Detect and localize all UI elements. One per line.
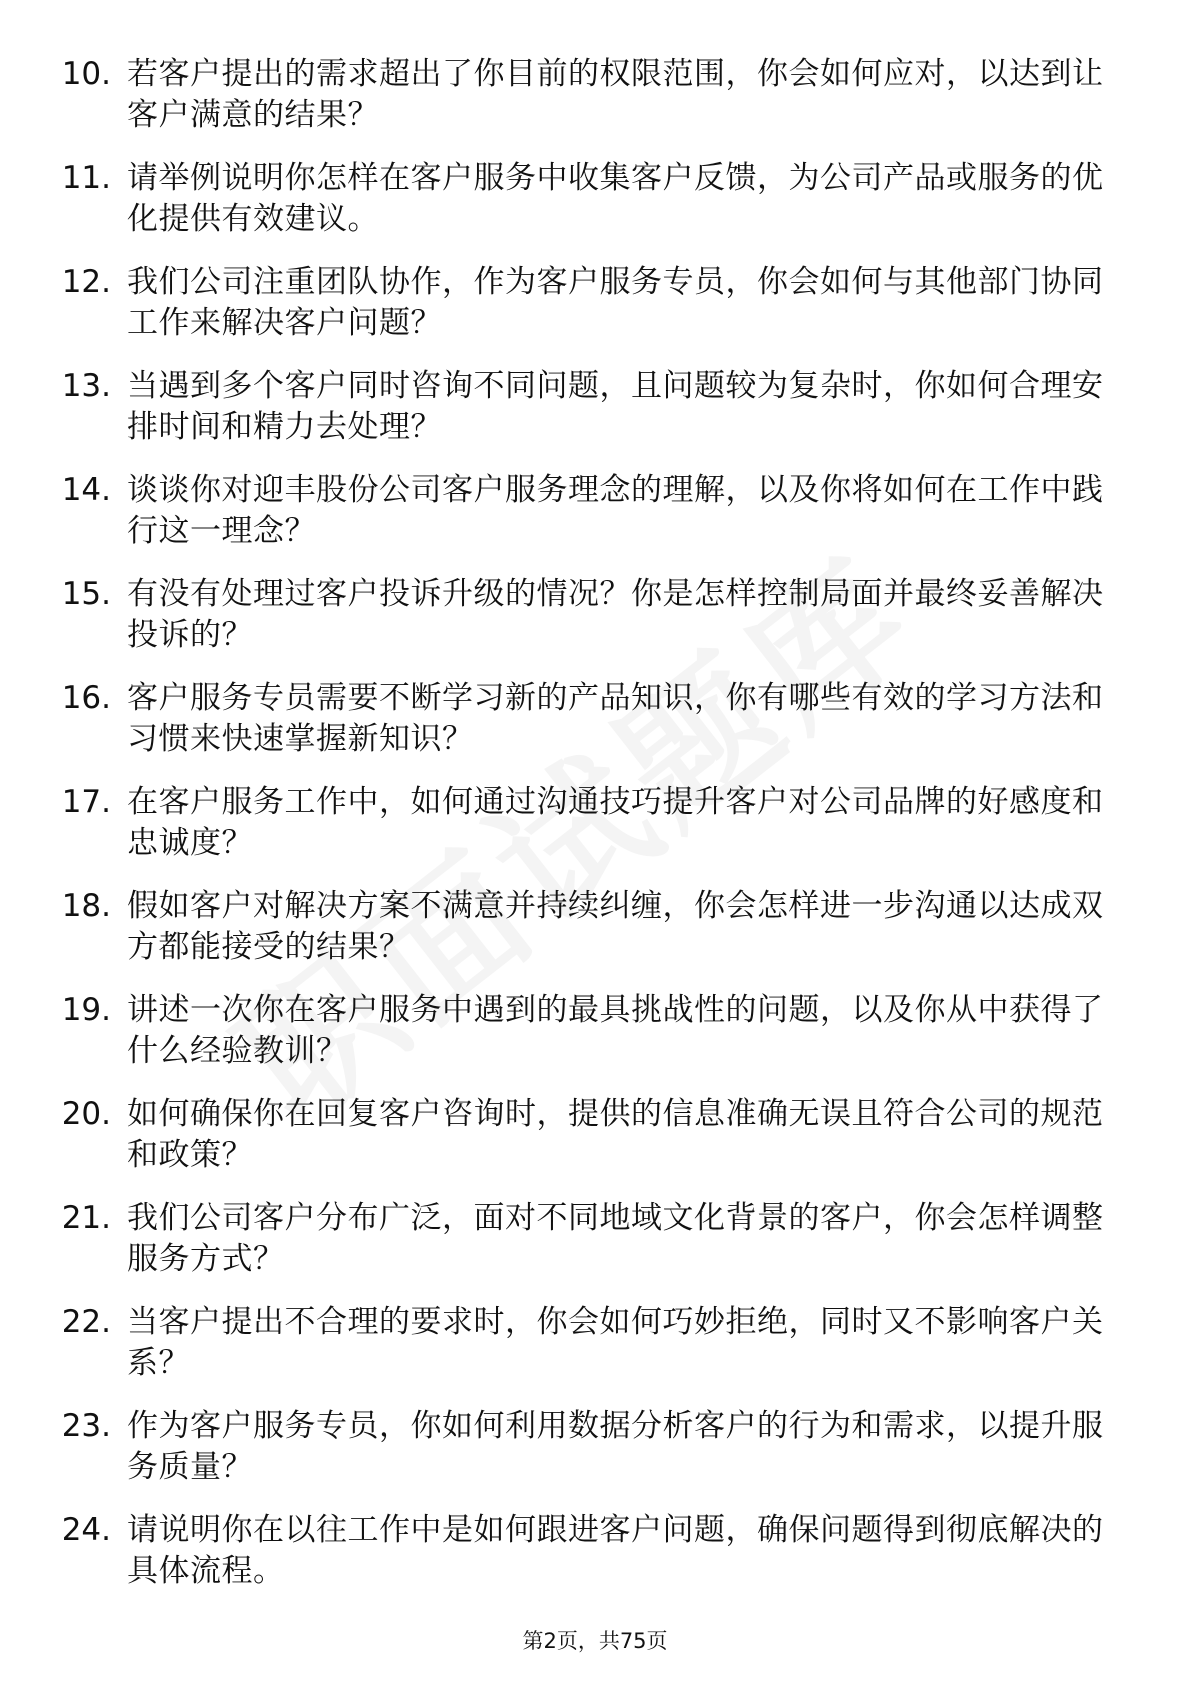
question-number: 16. — [61, 680, 111, 716]
question-item-10 — [55, 54, 1105, 158]
question-text: 当客户提出不合理的要求时，你会如何巧妙拒绝，同时又不影响客户关系？ — [127, 1304, 1104, 1381]
question-text: 在客户服务工作中，如何通过沟通技巧提升客户对公司品牌的好感度和忠诚度？ — [127, 784, 1104, 861]
question-text: 谈谈你对迎丰股份公司客户服务理念的理解，以及你将如何在工作中践行这一理念？ — [127, 472, 1104, 549]
question-item-23 — [55, 1406, 1105, 1510]
question-number: 17. — [61, 784, 111, 820]
question-number: 14. — [61, 472, 111, 508]
question-text: 作为客户服务专员，你如何利用数据分析客户的行为和需求，以提升服务质量？ — [127, 1408, 1104, 1485]
question-item-15 — [55, 574, 1105, 678]
question-list — [55, 54, 1105, 1614]
question-number: 11. — [61, 160, 111, 196]
question-text: 我们公司客户分布广泛，面对不同地域文化背景的客户，你会怎样调整服务方式？ — [127, 1200, 1104, 1277]
question-text: 请说明你在以往工作中是如何跟进客户问题，确保问题得到彻底解决的具体流程。 — [127, 1512, 1104, 1589]
question-number: 22. — [61, 1304, 111, 1340]
question-number: 13. — [61, 368, 111, 404]
question-text: 假如客户对解决方案不满意并持续纠缠，你会怎样进一步沟通以达成双方都能接受的结果？ — [127, 888, 1104, 965]
question-number: 15. — [61, 576, 111, 612]
question-item-18 — [55, 886, 1105, 990]
question-item-11 — [55, 158, 1105, 262]
question-item-14 — [55, 470, 1105, 574]
question-item-19 — [55, 990, 1105, 1094]
question-item-21 — [55, 1198, 1105, 1302]
question-item-12 — [55, 262, 1105, 366]
question-text: 我们公司注重团队协作，作为客户服务专员，你会如何与其他部门协同工作来解决客户问题？ — [127, 264, 1104, 341]
question-text: 请举例说明你怎样在客户服务中收集客户反馈，为公司产品或服务的优化提供有效建议。 — [127, 160, 1104, 237]
question-number: 10. — [61, 56, 111, 92]
question-number: 18. — [61, 888, 111, 924]
page-number: 第2页，共75页 — [522, 1629, 668, 1653]
question-number: 24. — [61, 1512, 111, 1548]
question-number: 21. — [61, 1200, 111, 1236]
question-number: 20. — [61, 1096, 111, 1132]
question-text: 如何确保你在回复客户咨询时，提供的信息准确无误且符合公司的规范和政策？ — [127, 1096, 1104, 1173]
question-item-13 — [55, 366, 1105, 470]
question-item-17 — [55, 782, 1105, 886]
question-item-16 — [55, 678, 1105, 782]
question-text: 当遇到多个客户同时咨询不同问题，且问题较为复杂时，你如何合理安排时间和精力去处理？ — [127, 368, 1104, 445]
question-item-20 — [55, 1094, 1105, 1198]
question-number: 19. — [61, 992, 111, 1028]
question-text: 若客户提出的需求超出了你目前的权限范围，你会如何应对，以达到让客户满意的结果？ — [127, 56, 1104, 133]
question-text: 有没有处理过客户投诉升级的情况？你是怎样控制局面并最终妥善解决投诉的？ — [127, 576, 1104, 653]
question-number: 23. — [61, 1408, 111, 1444]
question-text: 讲述一次你在客户服务中遇到的最具挑战性的问题，以及你从中获得了什么经验教训？ — [127, 992, 1104, 1069]
question-text: 客户服务专员需要不断学习新的产品知识，你有哪些有效的学习方法和习惯来快速掌握新知识？ — [127, 680, 1104, 757]
question-item-22 — [55, 1302, 1105, 1406]
question-number: 12. — [61, 264, 111, 300]
question-item-24 — [55, 1510, 1105, 1614]
